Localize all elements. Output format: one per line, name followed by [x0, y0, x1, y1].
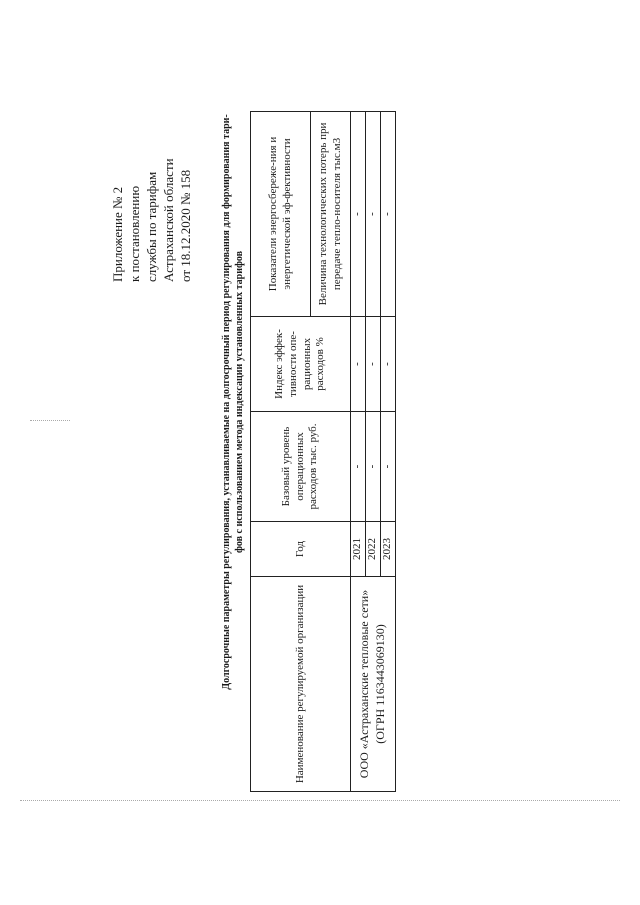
appendix-line: Приложение № 2 [110, 186, 125, 282]
index-cell: - [381, 317, 396, 412]
index-cell: - [366, 317, 381, 412]
rotated-content [110, 22, 530, 882]
base-cell: - [381, 412, 396, 522]
scan-dotted-mark [30, 420, 70, 422]
organization-cell [351, 577, 396, 792]
header-organization: Наименование регулируемой организации [251, 577, 351, 792]
appendix-line: к постановлению [126, 185, 142, 282]
table-row [351, 112, 366, 792]
appendix-line: службы по тарифам [143, 171, 159, 282]
year-cell: 2022 [366, 522, 381, 577]
header-efficiency-index: Индекс эффек-тивности опе-рационных расходов % [251, 317, 351, 412]
appendix-line: от 18.12.2020 № 158 [177, 169, 193, 282]
appendix-block [110, 82, 194, 282]
base-cell: - [366, 412, 381, 522]
heading-line: фов с использованием метода индексации установленных тарифов [234, 250, 245, 554]
header-energy-indicators: Показатели энергосбереже-ния и энергетической эф-фективности [251, 112, 311, 317]
index-cell: - [351, 317, 366, 412]
document-heading [220, 2, 246, 802]
organization-name: ООО «Астраханские тепловые сети» [357, 589, 372, 779]
organization-ogrn: (ОГРН 1163443069130) [373, 624, 387, 744]
header-year: Год [251, 522, 351, 577]
parameters-table [250, 111, 396, 792]
header-base-level: Базовый уровень операционных расходов тыс. руб. [251, 412, 351, 522]
losses-cell: - [351, 112, 366, 317]
heading-line: Долгосрочные параметры регулирования, устанавливаемые на долгосрочный период регулирования для формирования тари- [221, 114, 232, 690]
appendix-line: Астраханской области [160, 158, 176, 282]
year-cell: 2023 [381, 522, 396, 577]
losses-cell: - [366, 112, 381, 317]
year-cell: 2021 [351, 522, 366, 577]
header-losses: Величина технологических потерь при передаче тепло-носителя тыс.м3 [311, 112, 351, 317]
base-cell: - [351, 412, 366, 522]
losses-cell: - [381, 112, 396, 317]
